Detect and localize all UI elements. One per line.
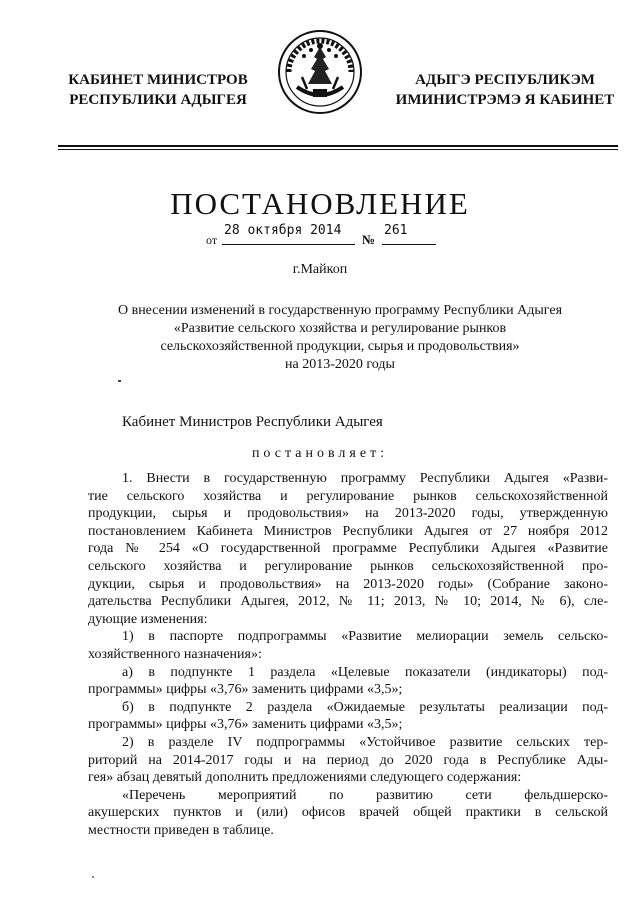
body-line: а) в подпункте 1 раздела «Целевые показатели (индикаторы) под-: [122, 664, 608, 680]
issuer-name-adyghe: [390, 70, 620, 110]
number-underline: [382, 244, 436, 245]
header-right-line-1: АДЫГЭ РЕСПУБЛИКЭМ: [415, 72, 595, 88]
document-subject: [60, 302, 620, 374]
document-date: 28 октября 2014: [224, 223, 342, 238]
body-line: сельского хозяйства и регулирование рынков сельскохозяйственной про-: [88, 558, 608, 574]
document-title: ПОСТАНОВЛЕНИЕ: [170, 186, 470, 221]
scan-speck: [92, 876, 94, 878]
body-line: 2) в разделе IV подпрограммы «Устойчивое развитие сельских тер-: [122, 734, 608, 750]
body-line: программы» цифры «3,76» заменить цифрами «3,5»;: [88, 717, 403, 733]
number-label: №: [362, 232, 376, 247]
document-number: 261: [384, 223, 408, 238]
body-line: дукции, сырья и продовольствия» на 2013-2020 годы» (Собрание законо-: [88, 576, 608, 592]
header-left-line-1: КАБИНЕТ МИНИСТРОВ: [68, 72, 248, 88]
scan-speck: [118, 380, 121, 382]
header-left-line-2: РЕСПУБЛИКИ АДЫГЕЯ: [69, 92, 247, 108]
document-body: [88, 470, 608, 839]
body-line: постановлением Кабинета Министров Республики Адыгея от 27 ноября 2012: [88, 523, 608, 539]
body-line: риторий на 2014-2017 годы и на период до 2020 года в Республике Ады-: [88, 752, 608, 768]
coat-of-arms-emblem: [277, 29, 363, 115]
body-line: 1) в паспорте подпрограммы «Развитие мелиорации земель сельско-: [122, 629, 608, 645]
subject-line: «Развитие сельского хозяйства и регулирование рынков: [173, 321, 507, 336]
body-line: «Перечень мероприятий по развитию сети фельдшерско-: [122, 787, 608, 803]
body-line: б) в подпункте 2 раздела «Ожидаемые результаты реализации под-: [122, 699, 608, 715]
date-label: от: [206, 233, 218, 247]
subject-line: сельскохозяйственной продукции, сырья и продовольствия»: [160, 339, 520, 354]
issuer-name-russian: [58, 70, 258, 110]
decrees-word: постановляет:: [251, 446, 389, 461]
header-divider-thin: [58, 149, 618, 150]
date-underline: [222, 244, 355, 245]
body-line: гея» абзац девятый дополнить предложениями следующего содержания:: [88, 770, 522, 786]
body-line: хозяйственного назначения»:: [88, 646, 262, 662]
body-line: местности приведен в таблице.: [88, 822, 274, 838]
body-line: продукции, сырья и продовольствия» на 2013-2020 годы, утвержденную: [88, 506, 608, 522]
body-line: акушерских пунктов и (или) офисов врачей общей практики в сельской: [88, 805, 608, 821]
body-line: 1. Внести в государственную программу Республики Адыгея «Разви-: [122, 471, 608, 486]
city-name: г.Майкоп: [292, 262, 348, 277]
subject-line: на 2013-2020 годы: [285, 357, 395, 372]
header-divider-thick: [58, 145, 618, 147]
body-line: года № 254 «О государственной программе Республики Адыгея «Развитие: [88, 541, 608, 557]
subject-line: О внесении изменений в государственную программу Республики Адыгея: [117, 303, 563, 318]
body-line: дующие изменения:: [88, 611, 208, 627]
header-right-line-2: ИМИНИСТРЭМЭ Я КАБИНЕТ: [395, 92, 615, 108]
body-line: дательства Республики Адыгея, 2012, № 11; 2013, № 10; 2014, № 6), сле-: [88, 594, 608, 610]
issuer-statement: Кабинет Министров Республики Адыгея: [122, 414, 383, 430]
body-line: программы» цифры «3,76» заменить цифрами «3,5»;: [88, 682, 403, 698]
body-line: тие сельского хозяйства и регулирование рынков сельскохозяйственной: [88, 488, 608, 504]
